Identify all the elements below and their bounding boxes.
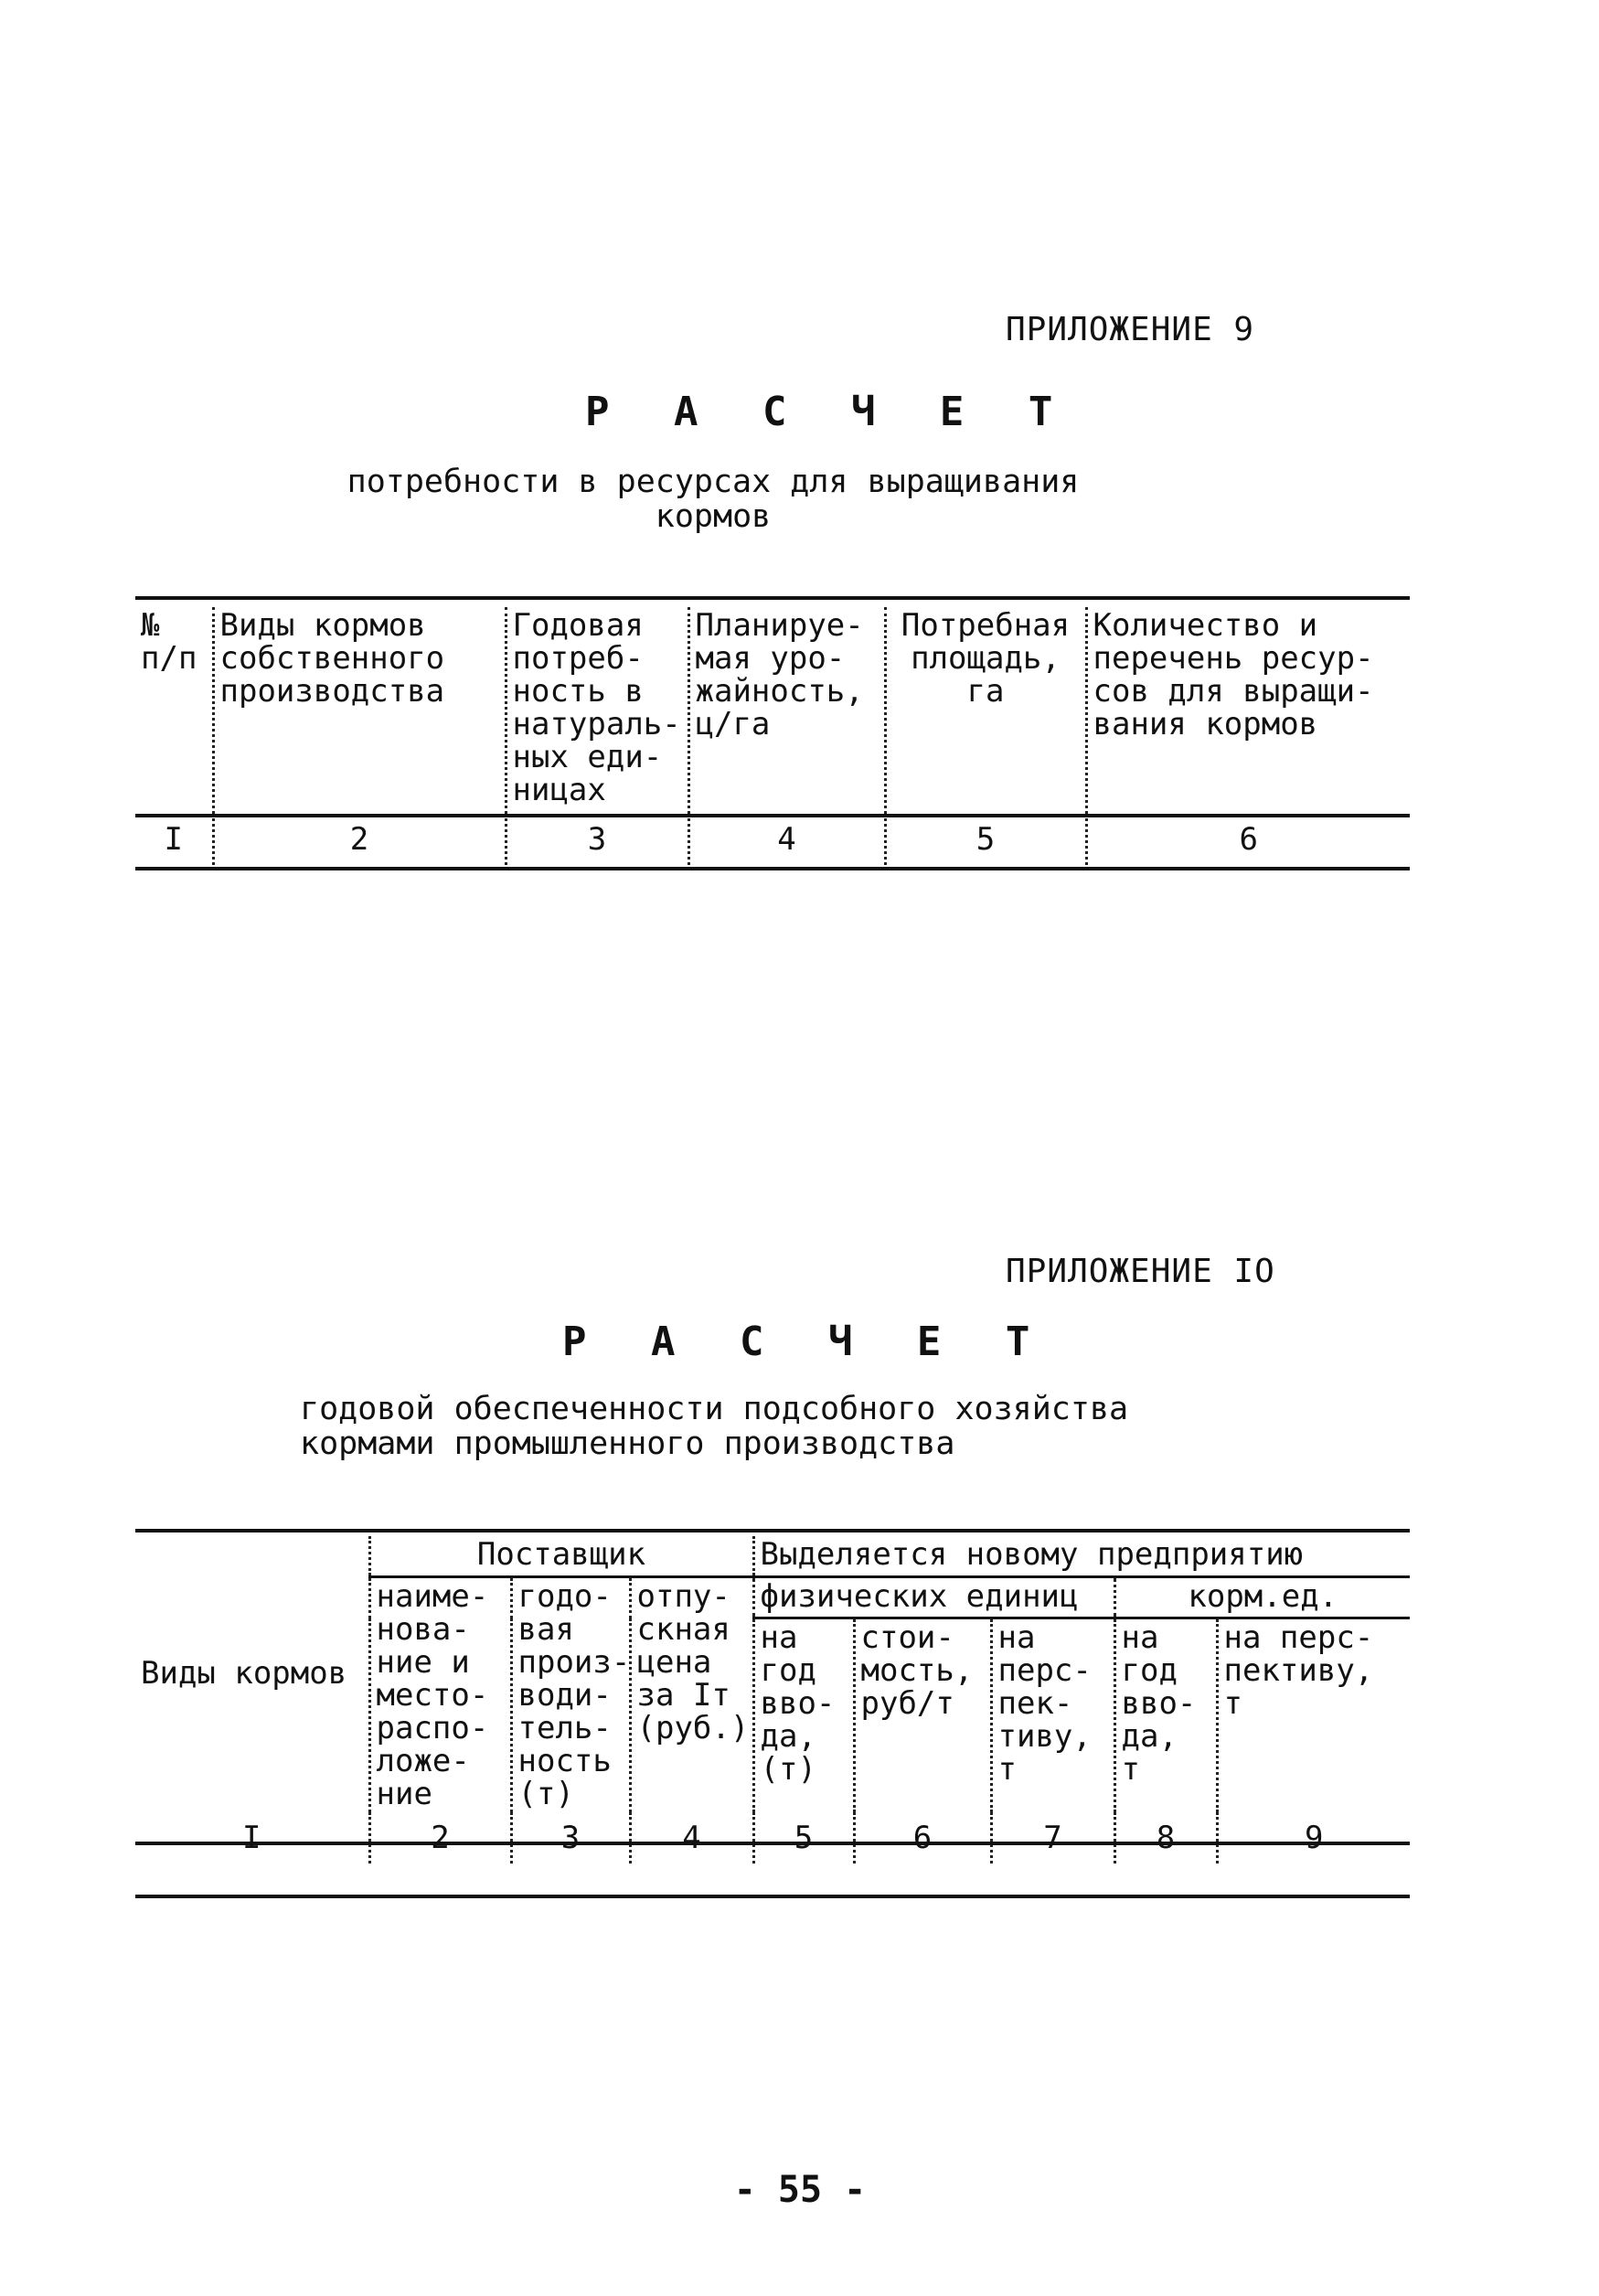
appendix-10-table-top-rule bbox=[135, 1529, 1410, 1532]
col-num-5: 5 bbox=[885, 814, 1086, 865]
group-feed-units-header: корм.ед. bbox=[1114, 1576, 1410, 1618]
appendix-10-group-row bbox=[135, 1536, 1410, 1576]
col-resources-header: Количество и перечень ресур- сов для выращи- вания кормов bbox=[1086, 607, 1410, 814]
group-supplier-header: Поставщик bbox=[369, 1536, 753, 1576]
col-num-6: 6 bbox=[1086, 814, 1410, 865]
appendix-9-subtitle bbox=[311, 465, 1115, 534]
col-phys-cost-header: стои- мость, руб/т bbox=[854, 1618, 991, 1812]
col-feed-types-header: Виды кормов bbox=[141, 1654, 347, 1692]
col-num-7: 7 bbox=[991, 1812, 1114, 1863]
appendix-10-title: Р А С Ч Е Т bbox=[562, 1319, 1050, 1365]
col-num-2: 2 bbox=[213, 814, 506, 865]
page-number: - 55 - bbox=[733, 2169, 867, 2211]
appendix-9-label: ПРИЛОЖЕНИЕ 9 bbox=[1006, 311, 1255, 348]
col-feed-types-header: Виды кормов собственного производства bbox=[213, 607, 506, 814]
appendix-10-subtitle-line2: кормами промышленного производства bbox=[300, 1426, 955, 1462]
col-num-3: 3 bbox=[511, 1812, 630, 1863]
col-phys-perspective-header: на перс- пек- тиву, т bbox=[991, 1618, 1114, 1812]
appendix-9-table-top-rule bbox=[135, 596, 1410, 600]
col-num-1: I bbox=[164, 821, 183, 858]
col-num-1: I bbox=[242, 1819, 261, 1856]
col-fu-perspective-header: на перс- пективу, т bbox=[1217, 1618, 1410, 1812]
appendix-9-subtitle-line1: потребности в ресурсах для выращивания bbox=[346, 464, 1080, 500]
col-num-9: 9 bbox=[1217, 1812, 1410, 1863]
appendix-9-header-row bbox=[135, 607, 1410, 814]
col-num-4: 4 bbox=[630, 1812, 753, 1863]
appendix-10-subtitle bbox=[300, 1392, 1306, 1461]
group-allocated-header: Выделяется новому предприятию bbox=[753, 1536, 1410, 1576]
col-required-area-header: Потребная площадь, га bbox=[885, 607, 1086, 814]
appendix-10-number-row bbox=[135, 1812, 1410, 1863]
appendix-10-label: ПРИЛОЖЕНИЕ IO bbox=[1006, 1253, 1275, 1290]
appendix-10-table-bottom-rule bbox=[135, 1895, 1410, 1898]
col-number-header: № п/п bbox=[141, 607, 197, 677]
col-phys-year-header: на год вво- да, (т) bbox=[753, 1618, 854, 1812]
col-annual-need-header: Годовая потреб- ность в натураль- ных еди- ницах bbox=[506, 607, 688, 814]
col-supplier-price-header: отпу- скная цена за Iт (руб.) bbox=[630, 1576, 753, 1812]
col-supplier-name-header: наиме- нова- ние и место- распо- ложе- ние bbox=[369, 1576, 511, 1812]
col-fu-year-header: на год вво- да, т bbox=[1114, 1618, 1217, 1812]
col-num-2: 2 bbox=[369, 1812, 511, 1863]
appendix-10-table bbox=[135, 1536, 1410, 1863]
appendix-9-header-rule bbox=[135, 814, 1410, 817]
group-physical-units-header: физических единиц bbox=[753, 1576, 1114, 1618]
appendix-10-subtitle-line1: годовой обеспеченности подсобного хозяйства bbox=[300, 1391, 1129, 1427]
col-num-5: 5 bbox=[753, 1812, 854, 1863]
col-planned-yield-header: Планируе- мая уро- жайность, ц/га bbox=[688, 607, 885, 814]
appendix-9-subtitle-line2: кормов bbox=[655, 498, 772, 535]
col-supplier-capacity-header: годо- вая произ- води- тель- ность (т) bbox=[511, 1576, 630, 1812]
appendix-9-table bbox=[135, 607, 1410, 865]
appendix-10-header-rule bbox=[135, 1842, 1410, 1845]
appendix-9-title: Р А С Ч Е Т bbox=[585, 389, 1073, 435]
appendix-9-table-bottom-rule bbox=[135, 867, 1410, 870]
col-num-6: 6 bbox=[854, 1812, 991, 1863]
appendix-9-number-row bbox=[135, 814, 1410, 865]
col-num-8: 8 bbox=[1114, 1812, 1217, 1863]
col-num-4: 4 bbox=[688, 814, 885, 865]
col-num-3: 3 bbox=[506, 814, 688, 865]
